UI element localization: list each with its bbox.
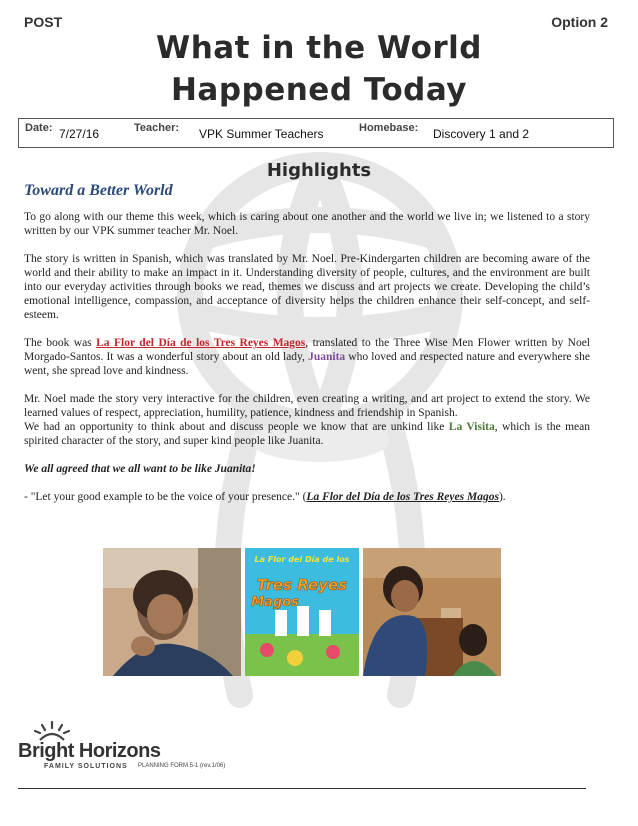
p5-end: , which is the mean spirited character of the story, and super kind people like Juanita.	[24, 421, 590, 447]
cover-title-line2: Tres Reyes	[256, 576, 348, 594]
bottom-divider	[18, 788, 586, 789]
photo-teacher-image	[103, 548, 241, 676]
teacher-label: Teacher:	[134, 122, 180, 134]
la-visita-name: La Visita	[448, 421, 495, 433]
quote-start: - "Let your good example to be the voice of your presence." (	[24, 491, 307, 503]
juanita-name: Juanita	[308, 351, 346, 363]
logo-subtitle: FAMILY SOLUTIONS	[44, 763, 128, 770]
date-label: Date:	[25, 122, 53, 134]
paragraph-4: Mr. Noel made the story very interactive for the children, even creating a writing, and art project to extend the story. We learned values of respect, appreciation, humility, patience, kindness and friendship in Spanish.	[24, 393, 590, 419]
highlights-heading: Highlights	[266, 160, 372, 181]
paragraph-5	[24, 420, 590, 448]
option-label: Option 2	[551, 14, 608, 30]
logo-name: Bright Horizons	[18, 740, 161, 762]
p5-start: We had an opportunity to think about and discuss people we know that are unkind like	[24, 421, 449, 433]
info-bar	[18, 118, 614, 148]
teacher-value: VPK Summer Teachers	[199, 127, 324, 141]
paragraph-3	[24, 336, 590, 378]
book-cover-image	[245, 548, 359, 676]
page-title-line2: Happened Today	[170, 72, 468, 108]
quote-source: La Flor del Día de los Tres Reyes Magos	[306, 491, 499, 503]
p3-mid: , translated to the Three Wise Men Flower written by Noel Morgado-Santos. It was a wonderful story about an old lady,	[24, 337, 591, 363]
paragraph-6: We all agreed that we all want to be like Juanita!	[24, 463, 256, 475]
page-title-line1: What in the World	[156, 30, 482, 66]
book-title-link: La Flor del Día de los Tres Reyes Magos	[96, 337, 306, 349]
cover-title-line3: Magos	[251, 595, 299, 610]
date-value: 7/27/16	[59, 127, 100, 141]
homebase-label: Homebase:	[359, 122, 419, 134]
p3-start: The book was	[24, 337, 97, 349]
p3-end: who loved and respected nature and everywhere she went, she spread love and kindness.	[24, 351, 590, 377]
photo-classroom-image	[363, 548, 501, 676]
planning-form-number: PLANNING FORM 5-1 (rev.1/06)	[138, 763, 226, 769]
homebase-value: Discovery 1 and 2	[433, 127, 530, 141]
article-body	[24, 184, 590, 518]
sun-logo-icon	[32, 720, 72, 742]
quote-end: ).	[498, 491, 506, 503]
post-label: POST	[24, 14, 63, 30]
paragraph-1: To go along with our theme this week, which is caring about one another and the world we live in; we listened to a story written by our VPK summer teacher Mr. Noel.	[24, 211, 590, 237]
paragraph-2: The story is written in Spanish, which was translated by Mr. Noel. Pre-Kindergarten children are becoming aware of the world and their ability to make an impact in it. Understanding diversity of people, cultures, and the environment are built into our everyday activities through books we read, themes we discuss and art projects we create. Developing the child’s emotional intelligence, compassion, and acceptance of diversity helps the children enhance their self-concept, and self-esteem.	[24, 253, 590, 321]
quote-paragraph	[24, 490, 590, 504]
cover-title-line1: La Flor del Día de los	[254, 555, 350, 564]
photo-strip	[103, 548, 501, 676]
article-heading: Toward a Better World	[24, 182, 173, 199]
